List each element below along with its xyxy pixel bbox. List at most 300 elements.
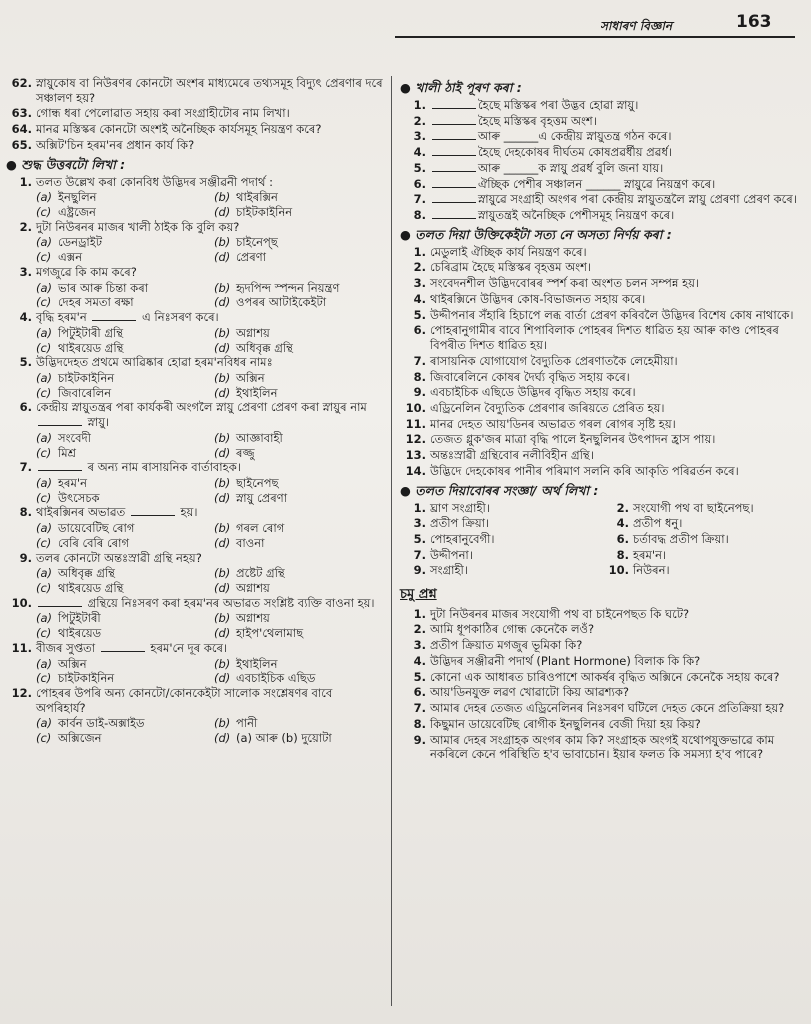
mcq-item: [6, 460, 384, 475]
option-text: স্নায়ু প্ৰেৰণা: [236, 490, 288, 505]
option: [214, 235, 384, 250]
truefalse-item: [400, 464, 800, 479]
option-key: (c): [36, 295, 52, 310]
fill-item: [400, 208, 800, 223]
option: [214, 521, 384, 536]
option-text: অগ্নাশয়: [236, 325, 270, 340]
definition-item: [603, 548, 800, 563]
question-number: 3.: [413, 276, 426, 291]
question-text: সংযোগী পথ বা ছাইনেপছ।: [633, 500, 754, 515]
question-number: 6.: [413, 685, 426, 700]
question-text: প্ৰতীপ ক্ৰিয়াত মগজুৰ ভূমিকা কি?: [430, 638, 583, 653]
definition-row: [400, 532, 800, 548]
option-key: (c): [36, 490, 52, 505]
truefalse-item: [400, 276, 800, 291]
option-text: পিটুইটাৰী: [58, 611, 101, 626]
option-grid: [6, 716, 384, 745]
option-key: (d): [214, 671, 231, 686]
option-text: অধিবৃক্ক গ্ৰন্থি: [236, 340, 293, 355]
option-text: চাইনেপ্ছ: [236, 235, 278, 250]
option-text: চাইটকাইনিন: [236, 205, 293, 220]
question-text: আমাৰ দেহৰ তেজত এড্ৰিনেলিনৰ নিঃসৰণ ঘটিলে দেহত কেনে প্ৰতিক্ৰিয়া হয়?: [430, 701, 785, 716]
short-question-item: [400, 654, 800, 669]
option: [36, 476, 206, 491]
question-number: 11.: [11, 640, 32, 655]
option: [214, 446, 384, 461]
option-grid: [6, 657, 384, 686]
question-text: ৰ অন্য নাম ৰাসায়নিক বাৰ্তাবাহক।: [36, 460, 384, 475]
option-text: পিটুইটাৰী গ্ৰন্থি: [58, 325, 124, 340]
option-key: (b): [214, 656, 231, 671]
truefalse-item: [400, 292, 800, 307]
blank-line: [432, 161, 476, 172]
option: [214, 731, 384, 746]
question-number: 2.: [413, 260, 426, 275]
question-text: স্নায়ুতন্ত্ৰই অনৈচ্ছিক পেশীসমূহ নিয়ন্ত্ৰণ কৰে।: [430, 208, 800, 223]
blank-line: [432, 192, 476, 203]
option-key: (c): [36, 445, 52, 460]
question-text: ৰাসায়নিক যোগাযোগ বৈদ্যুতিক প্ৰেৰণাতকৈ লেহেমীয়া।: [430, 353, 678, 368]
option: [36, 536, 206, 551]
option: [36, 295, 206, 310]
option-key: (d): [214, 205, 231, 220]
question-number: 5.: [413, 669, 426, 684]
option-text: জিবাৰেলিন: [58, 385, 112, 400]
definition-item: [400, 563, 597, 578]
option-key: (a): [36, 280, 53, 295]
question-number: 4.: [19, 310, 32, 325]
question-text: উদ্দীপনা।: [430, 547, 473, 562]
question-number: 11.: [405, 416, 426, 431]
option-key: (b): [214, 190, 231, 205]
definition-item: [603, 501, 800, 516]
truefalse-item: [400, 432, 800, 447]
option-text: ডায়েবেটিছ ৰোগ: [58, 521, 135, 536]
question-number: 5.: [413, 531, 426, 546]
question-number: 5.: [413, 160, 426, 175]
option-key: (c): [36, 626, 52, 641]
question-text: গ্ৰন্থিয়ে নিঃসৰণ কৰা হৰম'নৰ অভাৱত সংশ্লিষ্ট ব্যক্তি বাওনা হয়।: [36, 596, 384, 611]
short-question-item: [400, 701, 800, 716]
option-key: (a): [36, 235, 53, 250]
question-text: উদ্ভিদদেহত প্ৰথমে আৱিষ্কাৰ হোৱা হৰম'নবিধৰ নামঃ: [36, 355, 273, 370]
option-text: দেহৰ সমতা ৰক্ষা: [58, 295, 134, 310]
question-text: থাইৰক্সিনে উদ্ভিদৰ কোষ-বিভাজনত সহায় কৰে।: [430, 291, 646, 306]
header-subject: সাধাৰণ বিজ্ঞান: [600, 19, 673, 33]
option: [214, 205, 384, 220]
question-number: 7.: [413, 353, 426, 368]
question-text: আয়'ডিনযুক্ত লৱণ খোৱাটো কিয় আৱশ্যক?: [430, 685, 630, 700]
definition-item: [603, 516, 800, 531]
fill-blank-list: [400, 98, 800, 223]
definition-row: [400, 516, 800, 532]
option-key: (d): [214, 581, 231, 595]
option-key: (c): [36, 340, 52, 355]
truefalse-item: [400, 354, 800, 369]
question-text: কিছুমান ডায়েবেটিছ ৰোগীক ইনছুলিনৰ বেজী দিয়া হয় কিয়?: [430, 716, 701, 731]
question-text: বৃদ্ধি হৰম'ন এ নিঃসৰণ কৰে।: [36, 310, 219, 325]
option-key: (d): [214, 385, 231, 400]
mcq-item: [6, 596, 384, 611]
option-key: (c): [36, 385, 52, 400]
question-number: 6.: [413, 176, 426, 191]
question-number: 4.: [413, 291, 426, 306]
option-key: (a): [36, 430, 53, 445]
option-key: (a): [36, 475, 53, 490]
truefalse-item: [400, 417, 800, 432]
option-text: হাইপ'থেলামাছ: [236, 626, 304, 641]
question-text: তেজত গ্লুক'জৰ মাত্ৰা বৃদ্ধি পালে ইনছুলিনৰ উৎপাদন হ্ৰাস পায়।: [430, 432, 716, 447]
blank-line: [101, 641, 145, 652]
question-text: ঐচ্ছিক পেশীৰ সঞ্চালন ______ স্নায়ুৱে নিয়ন্ত্ৰণ কৰে।: [430, 177, 800, 192]
question-number: 12.: [405, 432, 426, 447]
option-text: বেৰি বেৰি ৰোগ: [58, 535, 129, 550]
fill-item: [400, 192, 800, 207]
question-text: হৈছে মস্তিস্কৰ বৃহত্তম অংশ।: [430, 114, 800, 129]
option: [36, 657, 206, 672]
mcq-item: [6, 355, 384, 370]
question-number: 8.: [616, 547, 629, 562]
option: [214, 326, 384, 341]
option-grid: [6, 281, 384, 310]
option-grid: [6, 190, 384, 219]
option-text: থাইৰক্সিন: [236, 190, 278, 205]
option: [36, 250, 206, 265]
option-text: ডেনড্ৰাইট: [58, 235, 103, 250]
blank-line: [38, 415, 82, 426]
option-text: চাইটকাইনিন: [58, 370, 115, 385]
option-text: ইথাইলিন: [236, 656, 278, 671]
short-question-list: [400, 607, 800, 762]
mcq-item: [6, 641, 384, 656]
short-question-item: [400, 638, 800, 653]
option-key: (a): [36, 716, 53, 731]
true-false-list: [400, 245, 800, 479]
truefalse-item: [400, 308, 800, 323]
column-divider: [391, 76, 392, 1006]
short-question-item: [400, 607, 800, 622]
question-text: মগজুৱে কি কাম কৰে?: [36, 264, 137, 279]
question-text: তলত উল্লেখ কৰা কোনবিধ উদ্ভিদৰ সঞ্জীৱনী পদাৰ্থ :: [36, 174, 273, 189]
option-text: কাৰ্বন ডাই-অক্সাইড: [58, 716, 145, 731]
question-number: 7.: [413, 547, 426, 562]
option-grid: [6, 566, 384, 595]
option-key: (c): [36, 581, 52, 595]
question-text: এড্ৰিনেলিন বৈদ্যুতিক প্ৰেৰণাৰ জৰিয়তে প্ৰেৰিত হয়।: [430, 400, 665, 415]
mcq-item: [6, 686, 384, 715]
option: [214, 626, 384, 641]
mcq-item: [6, 265, 384, 280]
question-number: 9.: [19, 550, 32, 565]
option-grid: [6, 476, 384, 505]
option: [36, 671, 206, 686]
question-text: আমি ধূপকাঠিৰ গোন্ধ কেনেকৈ লওঁ?: [430, 622, 595, 637]
section-heading-mcq: ● শুদ্ধ উত্তৰটো লিখা :: [6, 156, 126, 172]
option-key: (d): [214, 626, 231, 641]
option-key: (a): [36, 611, 53, 626]
option: [214, 716, 384, 731]
option-key: (b): [214, 430, 231, 445]
question-number: 10.: [11, 595, 32, 610]
right-column: [400, 76, 800, 763]
definition-item: [603, 532, 800, 547]
blank-line: [38, 460, 82, 471]
top-question-list: [6, 76, 384, 153]
option-grid: [6, 371, 384, 400]
question-text: তলৰ কোনটো অন্তঃস্ৰাৱী গ্ৰন্থি নহয়?: [36, 550, 202, 565]
question-text: কোনো এক আধাৰত চাৰিওপাশে আকৰ্ষৰ বৃদ্ধিত অক্সিনে কেনেকৈ সহায় কৰে?: [430, 669, 780, 684]
question-number: 4.: [413, 653, 426, 668]
option-text: এবচাইচিক এছিড: [236, 671, 316, 686]
option-text: সংবেদী: [58, 430, 91, 445]
option: [214, 295, 384, 310]
fill-item: [400, 114, 800, 129]
option-text: ভাৰ আৰু চিন্তা কৰা: [58, 280, 149, 295]
question-text: চৰ্তাবদ্ধ প্ৰতীপ ক্ৰিয়া।: [633, 531, 729, 546]
section-heading-truefalse: ● তলত দিয়া উক্তিকেইটা সত্য নে অসত্য নিৰ্ণয় কৰা :: [400, 226, 672, 242]
option-text: অক্সিজেন: [58, 731, 102, 746]
definition-item: [400, 532, 597, 547]
blank-line: [432, 145, 476, 156]
option-key: (c): [36, 535, 52, 550]
option: [214, 281, 384, 296]
question-text: হৈছে দেহকোষৰ দীৰ্ঘতম কোষপ্ৰৱৰ্ধীয় প্ৰৱৰ্ধ।: [430, 145, 800, 160]
question-text: পোহৰানুগামীৰ বাবে শিপাবিলাক পোহৰৰ দিশত ধাৱিত হয় আৰু কাণ্ড পোহৰৰ বিপৰীত দিশত ধাৱিত হয়।: [430, 323, 779, 353]
blank-line: [432, 98, 476, 109]
question-number: 10.: [608, 563, 629, 578]
question-number: 3.: [413, 516, 426, 531]
truefalse-item: [400, 401, 800, 416]
question-text: এবচাইচিক এছিডে উদ্ভিদৰ বৃদ্ধিত সহায় কৰে।: [430, 385, 636, 400]
question-text: মানৱ দেহত আয়'ডিনৰ অভাৱত গৰল ৰোগৰ সৃষ্টি হয়।: [430, 416, 676, 431]
question-item: 62. স্নায়ুকোষ বা নিউৰণৰ কোনটো অংশৰ মাধ্যমেৰে তথ্যসমূহ বিদ্যুৎ প্ৰেৰণাৰ দৰে সঞ্চালণ হয়?: [11, 76, 383, 105]
option: [214, 566, 384, 581]
blank-line: [432, 114, 476, 125]
option-text: উৎসেচক: [58, 490, 100, 505]
question-number: 2.: [413, 113, 426, 128]
question-text: আৰু ______ক স্নায়ু প্ৰৱৰ্ধ বুলি জনা যায়।: [430, 161, 800, 176]
truefalse-item: [400, 448, 800, 463]
option-text: ইনছুলিন: [58, 190, 97, 205]
option-grid: [6, 611, 384, 640]
option: [36, 431, 206, 446]
question-number: 8.: [413, 208, 426, 223]
question-text: অন্তঃস্ৰাৱী গ্ৰন্থিবোৰ নলীবিহীন গ্ৰন্থি।: [430, 448, 594, 463]
question-number: 13.: [405, 448, 426, 463]
question-text: প্ৰতীপ ধনু।: [633, 516, 683, 531]
option-text: ৰজ্জু: [236, 445, 255, 460]
question-number: 1.: [413, 500, 426, 515]
option-key: (d): [214, 295, 231, 310]
option-key: (b): [214, 475, 231, 490]
option-text: ছাইনেপছ: [236, 475, 279, 490]
question-number: 1.: [413, 606, 426, 621]
question-text: থাইৰক্সিনৰ অভাৱত হয়।: [36, 505, 198, 520]
question-text: পোহৰৰ উপৰি অন্য কোনটো/কোনকেইটা সালোক সংশ্লেষণৰ বাবে অপৰিহাৰ্য?: [36, 686, 333, 715]
option-text: বাওনা: [236, 535, 265, 550]
truefalse-item: [400, 385, 800, 400]
question-number: 6.: [19, 400, 32, 415]
blank-line: [432, 129, 476, 140]
option: [36, 205, 206, 220]
question-text: আৰু ______এ কেন্দ্ৰীয় স্নায়ুতন্ত্ৰ গঠন কৰে।: [430, 129, 800, 144]
page-header: [0, 0, 811, 44]
question-text: আমাৰ দেহৰ সংগ্ৰাহক অংগৰ কাম কি? সংগ্ৰাহক অংগই যথোপযুক্তভাৱে কাম নকৰিলে কেনে পৰিস্থিতি হ'ব ভাবাচোন। ইয়াৰ ফলত কি সমস্যা হ'ব পাৰে?: [430, 732, 775, 762]
question-number: 1.: [413, 98, 426, 112]
blank-line: [432, 177, 476, 188]
short-question-item: [400, 733, 800, 762]
question-text: পোহৰানুবেগী।: [430, 531, 495, 546]
question-number: 2.: [616, 500, 629, 515]
short-question-item: [400, 670, 800, 685]
option-text: অক্সিন: [236, 370, 265, 385]
definition-item: [400, 501, 597, 516]
option-text: ওপৰৰ আটাইকেইটা: [236, 295, 327, 310]
question-text: সংগ্ৰাহী।: [430, 563, 468, 578]
mcq-item: [6, 505, 384, 520]
question-number: 4.: [616, 516, 629, 531]
option-key: (d): [214, 535, 231, 550]
option-text: প্ৰেৰণা: [236, 250, 267, 265]
option-text: ইথাইলিন: [236, 385, 278, 400]
option-key: (b): [214, 280, 231, 295]
option-key: (b): [214, 235, 231, 250]
option-key: (b): [214, 325, 231, 340]
question-number: 2.: [19, 219, 32, 234]
option: [36, 716, 206, 731]
left-column: [6, 76, 384, 746]
question-number: 3.: [413, 129, 426, 144]
option-key: (d): [214, 490, 231, 505]
question-number: 5.: [413, 307, 426, 322]
blank-line: [92, 310, 136, 321]
option-key: (c): [36, 250, 52, 265]
mcq-list: [6, 175, 384, 746]
option-grid: [6, 431, 384, 460]
option-grid: [6, 326, 384, 355]
option-text: আজ্ঞাবাহী: [236, 430, 283, 445]
question-text: সংবেদনশীল উদ্ভিদবোৰৰ স্পৰ্শ কৰা অংশত চলন সম্পন্ন হয়।: [430, 276, 700, 291]
fill-item: [400, 129, 800, 144]
option-key: (d): [214, 445, 231, 460]
question-text: কেন্দ্ৰীয় স্নায়ুতন্ত্ৰৰ পৰা কাৰ্যকৰী অংগলৈ স্নায়ু প্ৰেৰণা প্ৰেৰণ কৰা স্নায়ুৰ নাম স্নায়ু।: [36, 400, 367, 430]
question-text: দুটা নিউৰনৰ মাজৰ খালী ঠাইক কি বুলি কয়?: [36, 219, 240, 234]
section-heading-definitions: ● তলত দিয়াবোৰৰ সংজ্ঞা/ অৰ্থ লিখা :: [400, 482, 599, 498]
definition-row: [400, 548, 800, 564]
option: [36, 235, 206, 250]
option-text: মিশ্ৰ: [58, 445, 77, 460]
option-key: (b): [214, 521, 231, 536]
option: [214, 190, 384, 205]
section-heading-short: চমু প্ৰশ্ন: [400, 587, 437, 603]
question-number: 3.: [19, 264, 32, 279]
option-text: প্ৰষ্টেট গ্ৰন্থি: [236, 566, 285, 581]
option: [36, 581, 206, 596]
option-key: (a): [36, 190, 53, 205]
option: [214, 341, 384, 356]
truefalse-item: [400, 260, 800, 275]
option: [214, 657, 384, 672]
question-text: উদ্দীপনাৰ সঁহাৰি হিচাপে লব্ধ বাৰ্তা প্ৰেৰণ কৰিবলৈ উদ্ভিদৰ বিশেষ কোষ নাথাকে।: [430, 307, 794, 322]
truefalse-item: [400, 323, 800, 352]
option: [36, 731, 206, 746]
question-number: 8.: [413, 716, 426, 731]
option: [214, 536, 384, 551]
option: [36, 190, 206, 205]
question-item: 63. গোন্ধ ধৰা পেলোৱাত সহায় কৰা সংগ্ৰাহীটোৰ নাম লিখা।: [11, 106, 290, 121]
definition-item: [400, 516, 597, 531]
option-key: (d): [214, 250, 231, 265]
option-grid: [6, 521, 384, 550]
option-text: এক্সন: [58, 250, 83, 265]
option-key: (a): [36, 566, 53, 581]
fill-item: [400, 161, 800, 176]
question-number: 9.: [413, 385, 426, 400]
option: [36, 446, 206, 461]
question-number: 1.: [19, 174, 32, 189]
question-number: 10.: [405, 400, 426, 415]
definition-item: [400, 548, 597, 563]
option: [214, 671, 384, 686]
option-text: অধিবৃক্ক গ্ৰন্থি: [58, 566, 115, 581]
fill-item: [400, 177, 800, 192]
option: [214, 611, 384, 626]
question-number: 6.: [616, 531, 629, 546]
truefalse-item: [400, 370, 800, 385]
question-item: 65. অক্সিট'চিন হৰম'নৰ প্ৰধান কাৰ্য কি?: [11, 137, 195, 152]
question-number: 7.: [413, 192, 426, 207]
option: [214, 476, 384, 491]
question-text: জিবাৰেলিনে কোষৰ দৈৰ্ঘ্য বৃদ্ধিত সহায় কৰে।: [430, 369, 630, 384]
option-key: (c): [36, 671, 52, 686]
section-heading-fill: ● খালী ঠাই পূৰণ কৰা :: [400, 80, 522, 95]
blank-line: [38, 596, 82, 607]
question-number: 5.: [19, 355, 32, 370]
short-question-item: [400, 622, 800, 637]
question-number: 8.: [413, 369, 426, 384]
fill-item: [400, 98, 800, 113]
option-key: (a): [36, 521, 53, 536]
question-text: স্নায়ুৱে সংগ্ৰাহী অংগৰ পৰা কেন্দ্ৰীয় স্নায়ুতন্ত্ৰলৈ স্নায়ু প্ৰেৰণা প্ৰেৰণ কৰে।: [430, 192, 800, 207]
option: [36, 521, 206, 536]
option-key: (a): [36, 325, 53, 340]
option: [214, 250, 384, 265]
option: [214, 581, 384, 596]
option-key: (a): [36, 370, 53, 385]
option-text: (a) আৰু (b) দুয়োটা: [236, 731, 332, 746]
option: [214, 371, 384, 386]
option-text: হৃদপিন্দ স্পন্দন নিয়ন্ত্ৰণ: [236, 280, 340, 295]
option: [36, 326, 206, 341]
option-text: চাইটকাইনিন: [58, 671, 115, 686]
option: [214, 431, 384, 446]
option-grid: [6, 235, 384, 264]
question-text: মেডুলাই ঐচ্ছিক কাৰ্য নিয়ন্ত্ৰণ কৰে।: [430, 244, 587, 259]
question-number: 9.: [413, 732, 426, 747]
question-number: 12.: [11, 686, 32, 701]
option-text: থাইৰয়েড: [58, 626, 102, 641]
fill-item: [400, 145, 800, 160]
question-text: উদ্ভিদৰ সঞ্জীৱনী পদাৰ্থ (Plant Hormone) বিলাক কি কি?: [430, 653, 701, 668]
definition-row: [400, 563, 800, 579]
mcq-item: [6, 551, 384, 566]
option-text: থাইৰয়েড গ্ৰন্থি: [58, 581, 124, 595]
short-question-item: [400, 717, 800, 732]
option: [36, 341, 206, 356]
option: [36, 566, 206, 581]
question-number: 7.: [413, 701, 426, 716]
question-number: 3.: [413, 638, 426, 653]
